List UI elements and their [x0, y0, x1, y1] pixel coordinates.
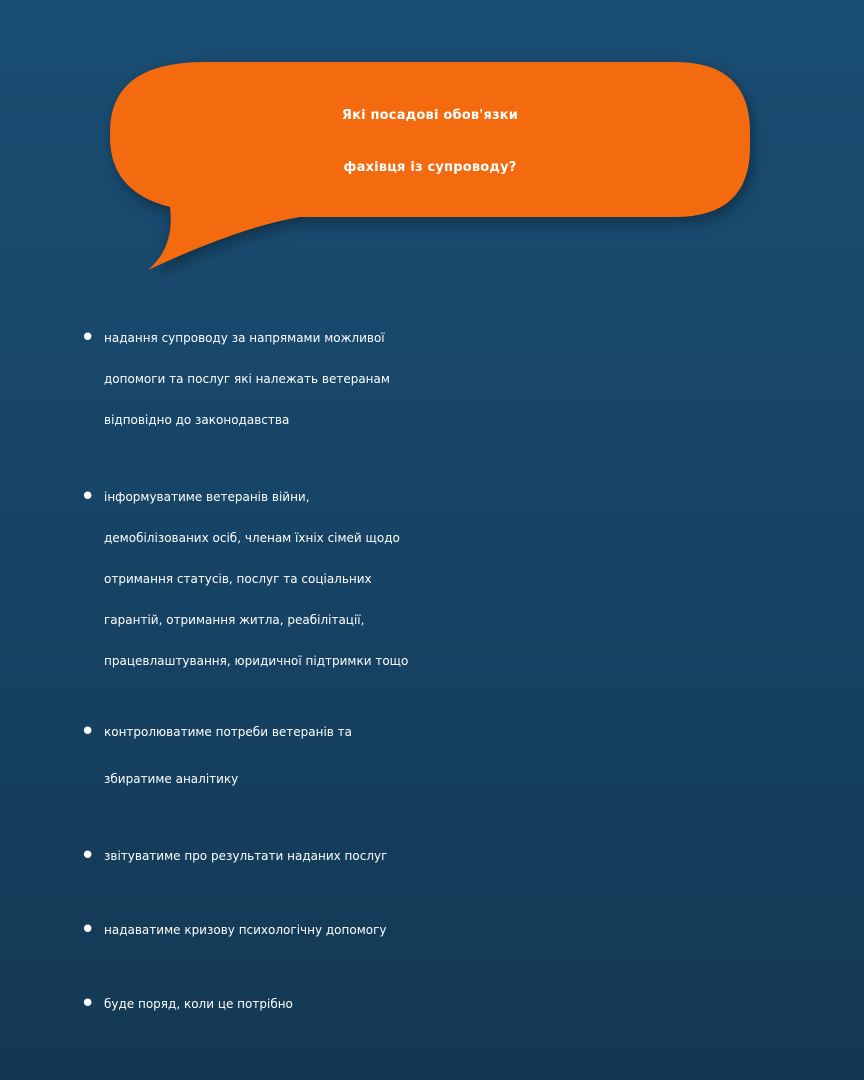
list-item: [78, 984, 838, 1025]
bullet-icon: •: [80, 482, 96, 512]
list-item-line: отримання статусів, послуг та соціальних: [104, 572, 372, 586]
list-item-line: демобілізованих осіб, членам їхніх сімей щодо: [104, 531, 400, 545]
list-item-line: надання супроводу за напрямами можливої: [104, 331, 385, 345]
speech-bubble: [110, 62, 750, 277]
bullet-icon: •: [80, 915, 96, 945]
list-item: [78, 836, 838, 877]
list-item-line: працевлаштування, юридичної підтримки тощо: [104, 654, 409, 668]
list-item-line: звітуватиме про результати наданих послуг: [104, 849, 388, 863]
list-item-line: контролюватиме потреби ветеранів та: [104, 725, 353, 739]
list-item: [78, 910, 838, 951]
bullet-icon: •: [80, 717, 96, 747]
list-item: [78, 712, 838, 800]
title-line: Які посадові обов'язки: [341, 108, 519, 123]
duties-list: [78, 318, 838, 1025]
bullet-icon: •: [80, 989, 96, 1019]
title-line: фахівця із супроводу?: [343, 160, 517, 175]
list-item-line: відповідно до законодавства: [104, 413, 290, 427]
list-item-line: збиратиме аналітику: [104, 772, 239, 786]
list-item-line: надаватиме кризову психологічну допомогу: [104, 923, 387, 937]
bullet-icon: •: [80, 323, 96, 353]
list-item-line: буде поряд, коли це потрібно: [104, 997, 293, 1011]
list-item-line: допомоги та послуг які належать ветеранам: [104, 372, 390, 386]
bullet-icon: •: [80, 841, 96, 871]
list-item: [78, 477, 838, 682]
list-item: [78, 318, 838, 441]
list-item-line: гарантій, отримання житла, реабілітації,: [104, 613, 365, 627]
list-item-line: інформуватиме ветеранів війни,: [104, 490, 310, 504]
page-title: [110, 90, 750, 194]
